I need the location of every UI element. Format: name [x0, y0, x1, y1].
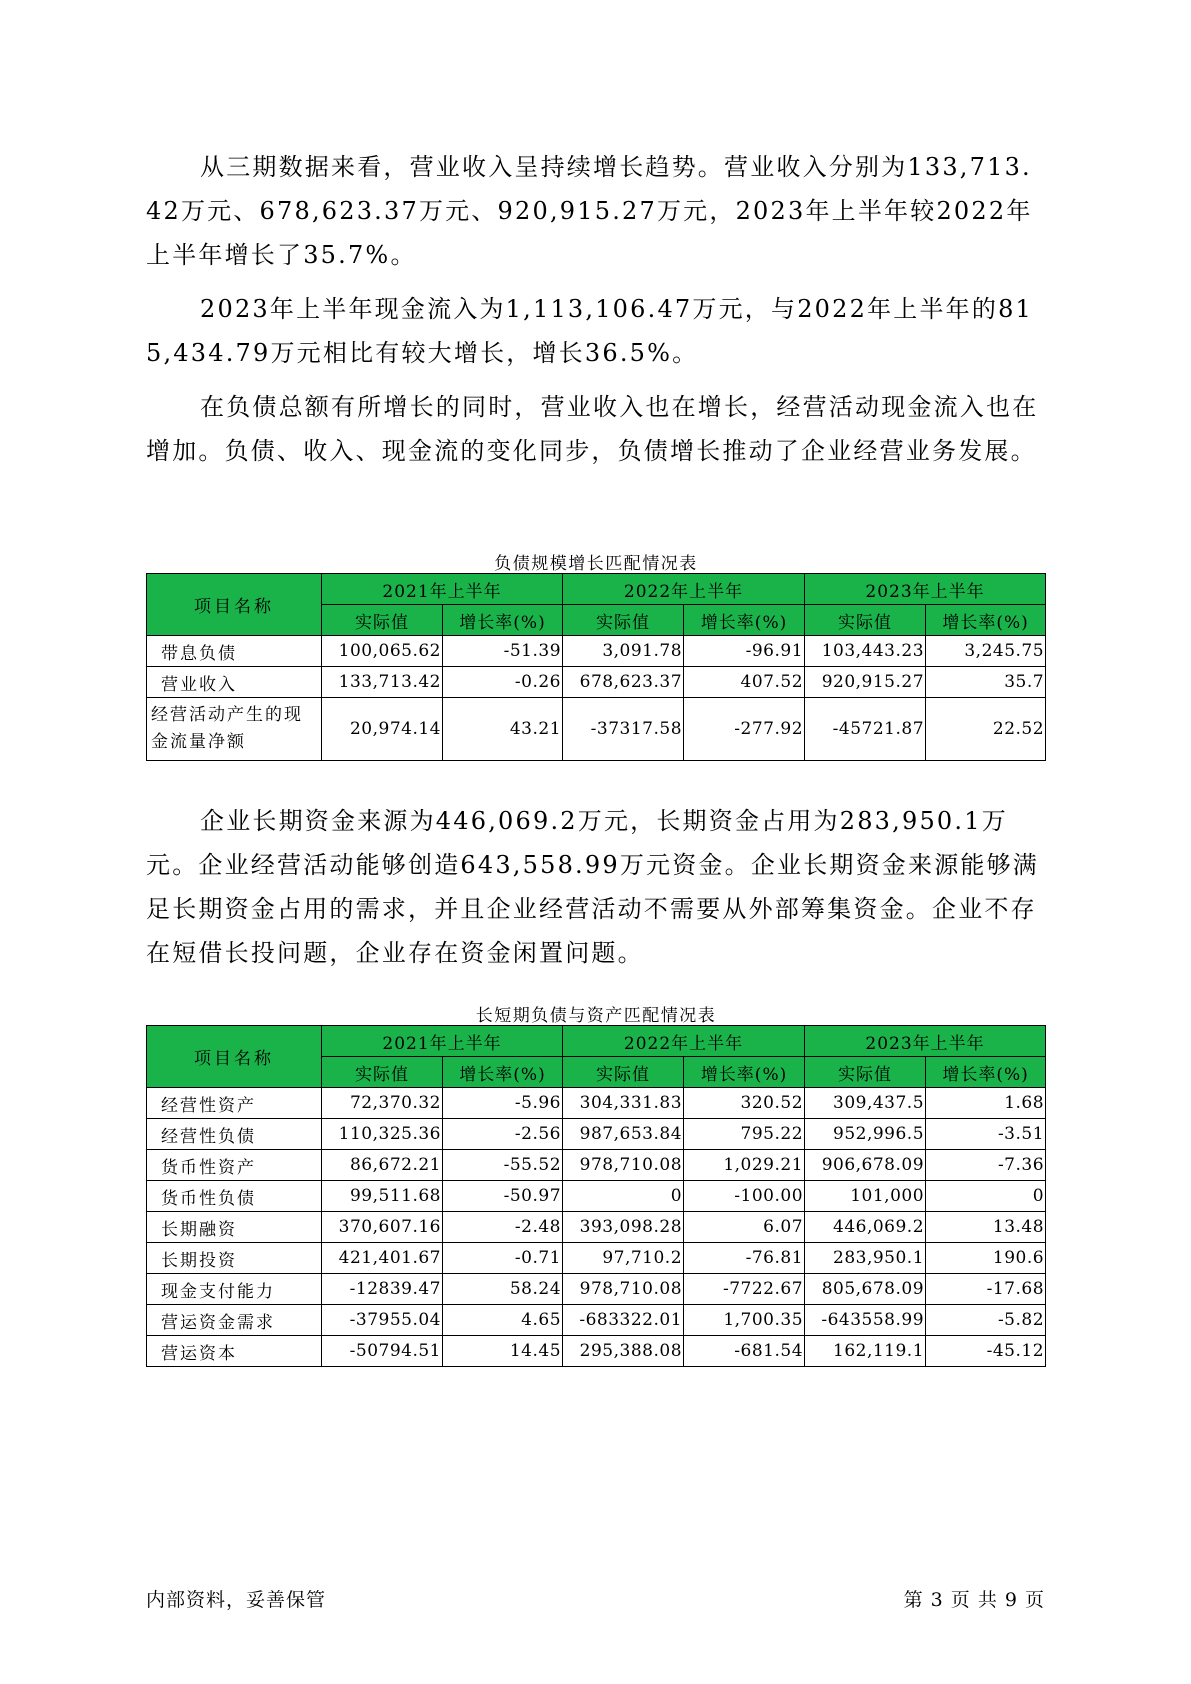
- cell-value: 3,245.75: [926, 636, 1046, 667]
- table-row: [147, 1150, 1046, 1181]
- cell-value: -683322.01: [563, 1305, 684, 1336]
- cell-value: 952,996.5: [805, 1119, 926, 1150]
- cell-value: 805,678.09: [805, 1274, 926, 1305]
- cell-value: 14.45: [443, 1336, 563, 1367]
- row-label: 经营性资产: [147, 1088, 322, 1119]
- header-period-2023: 2023年上半年: [805, 574, 1046, 605]
- cell-value: 678,623.37: [563, 667, 684, 698]
- cell-value: 920,915.27: [805, 667, 926, 698]
- cell-value: 309,437.5: [805, 1088, 926, 1119]
- header-item-name: 项目名称: [147, 574, 322, 636]
- footer-confidential-note: 内部资料，妥善保管: [146, 1589, 327, 1611]
- header-growth-rate: 增长率(%): [684, 1057, 805, 1088]
- cell-value: 1,029.21: [684, 1150, 805, 1181]
- row-label: 长期投资: [147, 1243, 322, 1274]
- header-item-name: 项目名称: [147, 1026, 322, 1088]
- cell-value: 446,069.2: [805, 1212, 926, 1243]
- paragraph-debt-growth: [146, 385, 1046, 473]
- cell-value: -51.39: [443, 636, 563, 667]
- paragraph-text: 企业长期资金来源为446,069.2万元，长期资金占用为283,950.1万元。企业经营活动能够创造643,558.99万元资金。企业长期资金来源能够满足长期资金占用的需求，并且企业经营活动不需要从外部筹集资金。企业不存在短借长投问题，企业存在资金闲置问题。: [146, 807, 1040, 967]
- header-period-2021: 2021年上半年: [322, 1026, 563, 1057]
- cell-value: -5.96: [443, 1088, 563, 1119]
- cell-value: -5.82: [926, 1305, 1046, 1336]
- table-row: [147, 636, 1046, 667]
- cell-value: -96.91: [684, 636, 805, 667]
- table-row: [147, 1119, 1046, 1150]
- cell-value: 190.6: [926, 1243, 1046, 1274]
- cell-value: 978,710.08: [563, 1150, 684, 1181]
- cell-value: -100.00: [684, 1181, 805, 1212]
- cell-value: 906,678.09: [805, 1150, 926, 1181]
- cell-value: 101,000: [805, 1181, 926, 1212]
- cell-value: -50.97: [443, 1181, 563, 1212]
- paragraph-cash-inflow: [146, 287, 1046, 375]
- row-label: 经营活动产生的现金流量净额: [147, 698, 322, 761]
- header-growth-rate: 增长率(%): [443, 605, 563, 636]
- cell-value: 1,700.35: [684, 1305, 805, 1336]
- row-label: 货币性资产: [147, 1150, 322, 1181]
- cell-value: -17.68: [926, 1274, 1046, 1305]
- row-label: 营运资金需求: [147, 1305, 322, 1336]
- paragraph-text: 在负债总额有所增长的同时，营业收入也在增长，经营活动现金流入也在增加。负债、收入、现金流的变化同步，负债增长推动了企业经营业务发展。: [146, 393, 1039, 465]
- table-row: [147, 1274, 1046, 1305]
- cell-value: 20,974.14: [322, 698, 443, 761]
- cell-value: -0.26: [443, 667, 563, 698]
- cell-value: -55.52: [443, 1150, 563, 1181]
- header-actual-value: 实际值: [805, 1057, 926, 1088]
- header-period-2022: 2022年上半年: [563, 574, 805, 605]
- header-growth-rate: 增长率(%): [684, 605, 805, 636]
- cell-value: -37955.04: [322, 1305, 443, 1336]
- paragraph-text: 从三期数据来看，营业收入呈持续增长趋势。营业收入分别为133,713.42万元、678,623.37万元、920,915.27万元，2023年上半年较2022年上半年增长了35.7%。: [146, 153, 1033, 269]
- row-label: 经营性负债: [147, 1119, 322, 1150]
- cell-value: 22.52: [926, 698, 1046, 761]
- cell-value: 4.65: [443, 1305, 563, 1336]
- cell-value: 97,710.2: [563, 1243, 684, 1274]
- cell-value: 370,607.16: [322, 1212, 443, 1243]
- table2-caption: 长短期负债与资产匹配情况表: [475, 1006, 717, 1026]
- cell-value: 407.52: [684, 667, 805, 698]
- table-row: [147, 1181, 1046, 1212]
- cell-value: 393,098.28: [563, 1212, 684, 1243]
- cell-value: -12839.47: [322, 1274, 443, 1305]
- table-row: [147, 1243, 1046, 1274]
- cell-value: 0: [563, 1181, 684, 1212]
- table1-caption: 负债规模增长匹配情况表: [494, 554, 698, 574]
- cell-value: 86,672.21: [322, 1150, 443, 1181]
- cell-value: 3,091.78: [563, 636, 684, 667]
- cell-value: 72,370.32: [322, 1088, 443, 1119]
- cell-value: 58.24: [443, 1274, 563, 1305]
- cell-value: -0.71: [443, 1243, 563, 1274]
- cell-value: -7722.67: [684, 1274, 805, 1305]
- cell-value: -7.36: [926, 1150, 1046, 1181]
- table-row: [147, 698, 1046, 761]
- cell-value: 421,401.67: [322, 1243, 443, 1274]
- cell-value: 320.52: [684, 1088, 805, 1119]
- header-period-2021: 2021年上半年: [322, 574, 563, 605]
- row-label: 货币性负债: [147, 1181, 322, 1212]
- paragraph-text: 2023年上半年现金流入为1,113,106.47万元，与2022年上半年的815,434.79万元相比有较大增长，增长36.5%。: [146, 295, 1034, 367]
- cell-value: -50794.51: [322, 1336, 443, 1367]
- paragraph-revenue-trend: [146, 145, 1046, 277]
- cell-value: -76.81: [684, 1243, 805, 1274]
- cell-value: 110,325.36: [322, 1119, 443, 1150]
- cell-value: 6.07: [684, 1212, 805, 1243]
- header-period-2023: 2023年上半年: [805, 1026, 1046, 1057]
- cell-value: -45.12: [926, 1336, 1046, 1367]
- table-row: [147, 667, 1046, 698]
- cell-value: -643558.99: [805, 1305, 926, 1336]
- cell-value: -2.56: [443, 1119, 563, 1150]
- paragraph-long-term-funds: [146, 799, 1046, 975]
- header-actual-value: 实际值: [322, 605, 443, 636]
- debt-scale-table: [146, 573, 1046, 761]
- footer-page-number: 第 3 页 共 9 页: [903, 1589, 1045, 1611]
- cell-value: 133,713.42: [322, 667, 443, 698]
- row-label: 营运资本: [147, 1336, 322, 1367]
- cell-value: 295,388.08: [563, 1336, 684, 1367]
- cell-value: 1.68: [926, 1088, 1046, 1119]
- cell-value: 978,710.08: [563, 1274, 684, 1305]
- cell-value: -45721.87: [805, 698, 926, 761]
- cell-value: 0: [926, 1181, 1046, 1212]
- cell-value: -3.51: [926, 1119, 1046, 1150]
- cell-value: 100,065.62: [322, 636, 443, 667]
- cell-value: -2.48: [443, 1212, 563, 1243]
- row-label: 营业收入: [147, 667, 322, 698]
- row-label: 带息负债: [147, 636, 322, 667]
- cell-value: -37317.58: [563, 698, 684, 761]
- header-growth-rate: 增长率(%): [926, 1057, 1046, 1088]
- cell-value: 304,331.83: [563, 1088, 684, 1119]
- cell-value: 795.22: [684, 1119, 805, 1150]
- cell-value: 13.48: [926, 1212, 1046, 1243]
- header-actual-value: 实际值: [322, 1057, 443, 1088]
- header-actual-value: 实际值: [563, 605, 684, 636]
- header-period-2022: 2022年上半年: [563, 1026, 805, 1057]
- cell-value: 43.21: [443, 698, 563, 761]
- cell-value: -277.92: [684, 698, 805, 761]
- header-growth-rate: 增长率(%): [926, 605, 1046, 636]
- cell-value: 103,443.23: [805, 636, 926, 667]
- table-row: [147, 1305, 1046, 1336]
- cell-value: 99,511.68: [322, 1181, 443, 1212]
- cell-value: 162,119.1: [805, 1336, 926, 1367]
- liability-asset-match-table: [146, 1025, 1046, 1367]
- table-row: [147, 1212, 1046, 1243]
- table-row: [147, 1336, 1046, 1367]
- cell-value: 987,653.84: [563, 1119, 684, 1150]
- header-actual-value: 实际值: [563, 1057, 684, 1088]
- cell-value: 283,950.1: [805, 1243, 926, 1274]
- header-growth-rate: 增长率(%): [443, 1057, 563, 1088]
- cell-value: -681.54: [684, 1336, 805, 1367]
- row-label: 现金支付能力: [147, 1274, 322, 1305]
- cell-value: 35.7: [926, 667, 1046, 698]
- row-label: 长期融资: [147, 1212, 322, 1243]
- header-actual-value: 实际值: [805, 605, 926, 636]
- table-row: [147, 1088, 1046, 1119]
